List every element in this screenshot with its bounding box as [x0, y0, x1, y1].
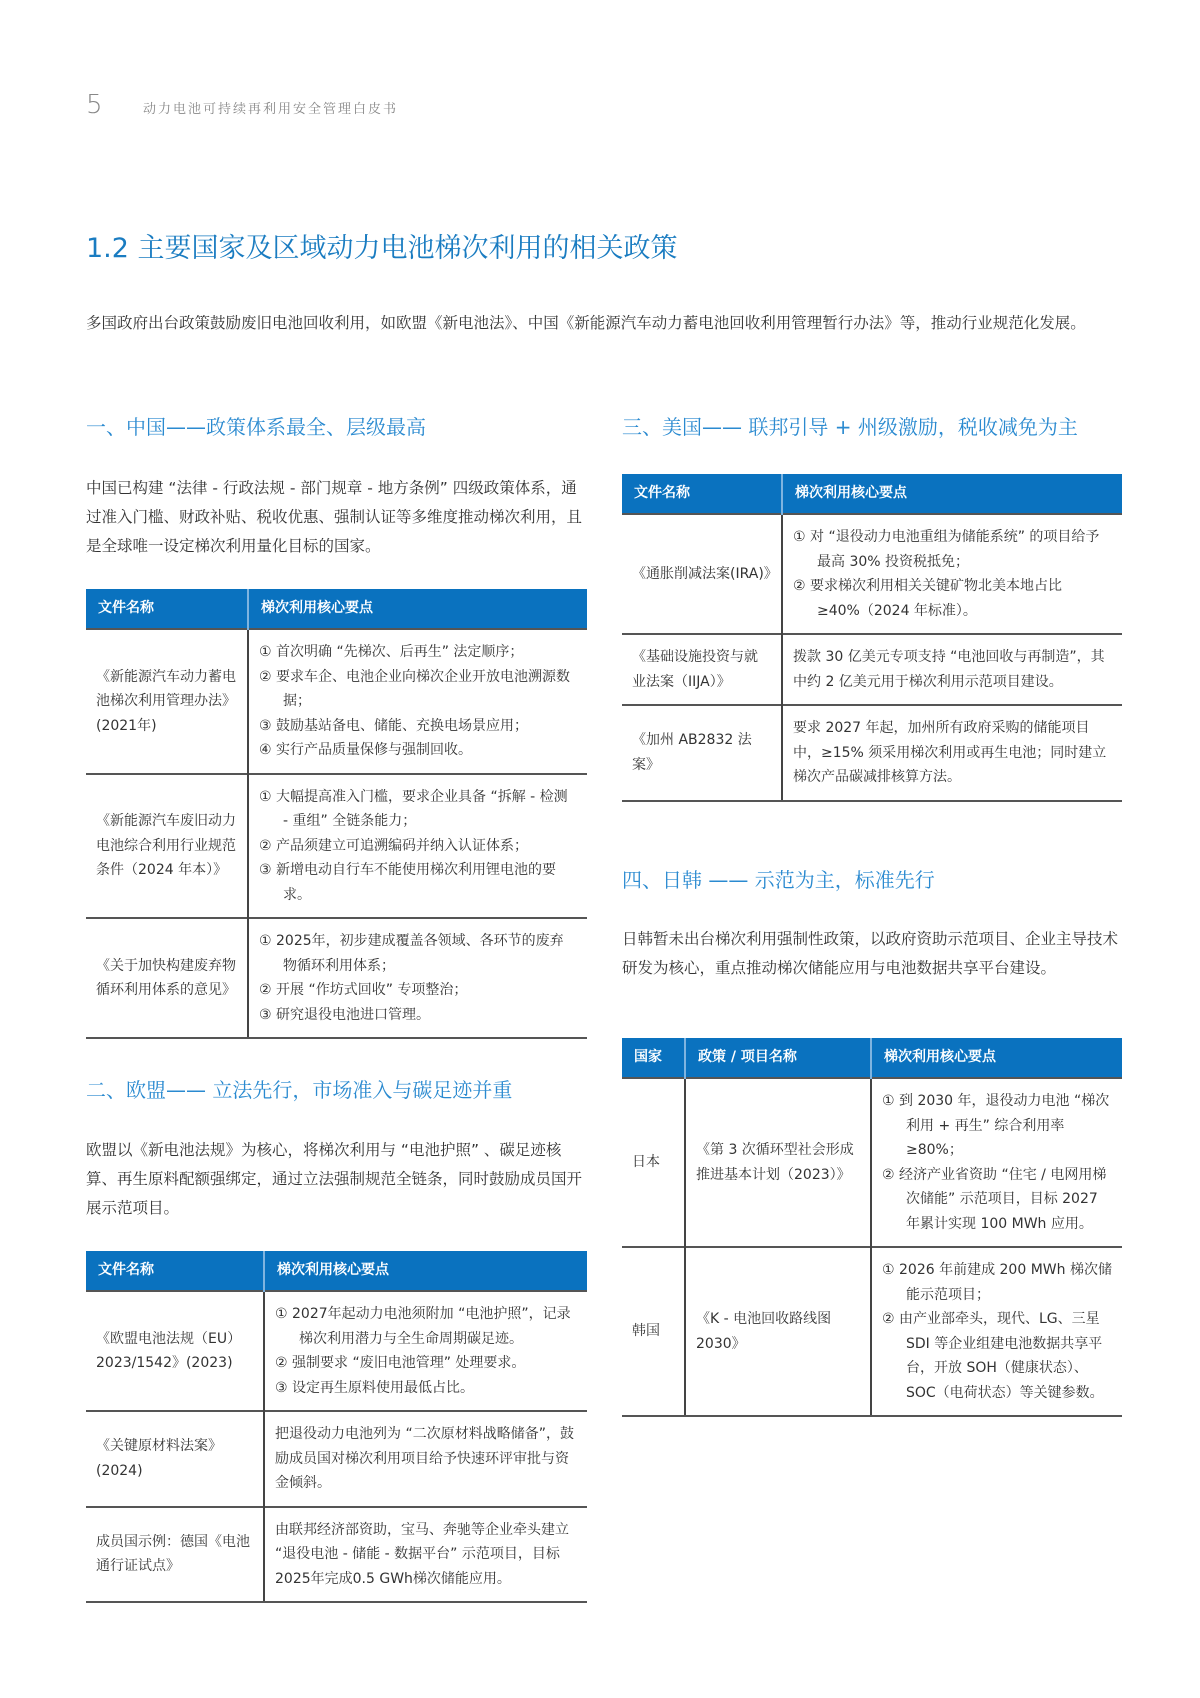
document-name-cell: 《通胀削减法案(IRA)》 — [622, 514, 782, 634]
key-point: ④ 实行产品质量保修与强制回收。 — [259, 742, 473, 758]
document-name-cell: 《加州 AB2832 法案》 — [622, 705, 782, 801]
country-cell: 日本 — [622, 1078, 685, 1247]
key-points-cell — [782, 634, 1122, 705]
jk-heading: 四、日韩 —— 示范为主，标准先行 — [622, 868, 935, 892]
key-point: ② 要求梯次利用相关关键矿物北美本地占比≥40%（2024 年标准）。 — [793, 578, 1062, 619]
table-row — [86, 1411, 587, 1507]
column-header: 文件名称 — [622, 474, 782, 514]
table-row — [622, 514, 1122, 634]
document-name-cell: 《新能源汽车废旧动力电池综合利用行业规范条件（2024 年本）》 — [86, 774, 248, 919]
table-row — [622, 1078, 1122, 1247]
document-name-cell: 《关于加快构建废弃物循环利用体系的意见》 — [86, 918, 248, 1038]
key-point: 把退役动力电池列为 “二次原材料战略储备”，鼓励成员国对梯次利用项目给予快速环评审批与资金倾斜。 — [275, 1426, 574, 1491]
key-point: ① 2025年，初步建成覆盖各领域、各环节的废弃物循环利用体系； — [259, 933, 564, 974]
key-point: ② 经济产业省资助 “住宅 / 电网用梯次储能” 示范项目，目标 2027 年累计实现 100 MWh 应用。 — [882, 1166, 1107, 1232]
key-point: ③ 鼓励基站备电、储能、充换电场景应用； — [259, 717, 528, 734]
table-row — [86, 1507, 587, 1603]
key-points-cell — [264, 1411, 587, 1507]
column-header: 梯次利用核心要点 — [782, 474, 1122, 514]
key-point: 拨款 30 亿美元专项支持 “电池回收与再制造”，其中约 2 亿美元用于梯次利用示范项目建设。 — [793, 649, 1105, 690]
key-point: ② 产品须建立可追溯编码并纳入认证体系； — [259, 837, 528, 854]
key-points-cell — [871, 1078, 1122, 1247]
document-name-cell: 《新能源汽车动力蓄电池梯次利用管理办法》(2021年) — [86, 629, 248, 774]
key-point: ② 由产业部牵头，现代、LG、三星 SDI 等企业组建电池数据共享平台，开放 SOH（健康状态）、SOC（电荷状态）等关键参数。 — [882, 1311, 1104, 1401]
column-header: 梯次利用核心要点 — [248, 589, 587, 629]
key-point: ③ 设定再生原料使用最低占比。 — [275, 1379, 475, 1396]
column-header: 政策 / 项目名称 — [685, 1038, 871, 1078]
us-heading: 三、美国—— 联邦引导 + 州级激励，税收减免为主 — [622, 415, 1078, 439]
key-points-cell — [264, 1507, 587, 1603]
running-header: 动力电池可持续再利用安全管理白皮书 — [143, 102, 399, 117]
country-cell: 韩国 — [622, 1247, 685, 1416]
china-paragraph: 中国已构建 “法律 - 行政法规 - 部门规章 - 地方条例” 四级政策体系，通过准入门槛、财政补贴、税收优惠、强制认证等多维度推动梯次利用，且是全球唯一设定梯次利用量化目标的国家。 — [86, 479, 583, 555]
key-points-cell — [248, 774, 587, 919]
intro-paragraph: 多国政府出台政策鼓励废旧电池回收利用，如欧盟《新电池法》、中国《新能源汽车动力蓄电池回收利用管理暂行办法》等，推动行业规范化发展。 — [86, 314, 1086, 332]
eu-policy-table — [86, 1251, 587, 1603]
document-name-cell: 成员国示例：德国《电池通行证试点》 — [86, 1507, 264, 1603]
jk-paragraph: 日韩暂未出台梯次利用强制性政策，以政府资助示范项目、企业主导技术研发为核心，重点推动梯次储能应用与电池数据共享平台建设。 — [622, 930, 1119, 977]
column-header: 文件名称 — [86, 589, 248, 629]
column-header: 文件名称 — [86, 1251, 264, 1291]
document-name-cell: 《基础设施投资与就业法案（IIJA）》 — [622, 634, 782, 705]
key-point: 要求 2027 年起，加州所有政府采购的储能项目中，≥15% 须采用梯次利用或再生电池；同时建立梯次产品碳减排核算方法。 — [793, 720, 1107, 785]
china-policy-table — [86, 589, 587, 1039]
column-header: 梯次利用核心要点 — [264, 1251, 587, 1291]
key-point: ① 2027年起动力电池须附加 “电池护照”，记录梯次利用潜力与全生命周期碳足迹。 — [275, 1306, 571, 1347]
document-name-cell: 《K - 电池回收路线图 2030》 — [685, 1247, 871, 1416]
key-point: ③ 研究退役电池进口管理。 — [259, 1006, 431, 1023]
key-point: ① 首次明确 “先梯次、后再生” 法定顺序； — [259, 644, 524, 660]
table-row — [86, 774, 587, 919]
jk-policy-table — [622, 1038, 1122, 1417]
table-row — [86, 918, 587, 1038]
table-row — [622, 705, 1122, 801]
key-point: ① 大幅提高准入门槛，要求企业具备 “拆解 - 检测 - 重组” 全链条能力； — [259, 788, 568, 829]
key-point: ② 要求车企、电池企业向梯次企业开放电池溯源数据； — [259, 668, 570, 709]
section-title: 1.2 主要国家及区域动力电池梯次利用的相关政策 — [86, 233, 678, 264]
document-name-cell: 《第 3 次循环型社会形成推进基本计划（2023）》 — [685, 1078, 871, 1247]
key-point: ① 2026 年前建成 200 MWh 梯次储能示范项目； — [882, 1262, 1112, 1303]
column-header: 国家 — [622, 1038, 685, 1078]
eu-heading: 二、欧盟—— 立法先行，市场准入与碳足迹并重 — [86, 1078, 513, 1102]
table-row — [86, 1291, 587, 1411]
key-point: ① 对 “退役动力电池重组为储能系统” 的项目给予最高 30% 投资税抵免； — [793, 529, 1100, 570]
us-policy-table — [622, 474, 1122, 802]
key-points-cell — [782, 514, 1122, 634]
key-points-cell — [264, 1291, 587, 1411]
table-row — [622, 1247, 1122, 1416]
key-points-cell — [248, 918, 587, 1038]
key-point: ③ 新增电动自行车不能使用梯次利用锂电池的要求。 — [259, 862, 556, 903]
key-point: ② 强制要求 “废旧电池管理” 处理要求。 — [275, 1355, 526, 1371]
key-points-cell — [782, 705, 1122, 801]
column-header: 梯次利用核心要点 — [871, 1038, 1122, 1078]
key-point: ② 开展 “作坊式回收” 专项整治； — [259, 982, 468, 998]
document-name-cell: 《欧盟电池法规（EU）2023/1542》(2023) — [86, 1291, 264, 1411]
key-point: ① 到 2030 年，退役动力电池 “梯次利用 + 再生” 综合利用率≥80%； — [882, 1093, 1110, 1158]
table-row — [86, 629, 587, 774]
key-point: 由联邦经济部资助，宝马、奔驰等企业牵头建立 “退役电池 - 储能 - 数据平台” 示范项目，目标2025年完成0.5 GWh梯次储能应用。 — [275, 1521, 569, 1587]
key-points-cell — [871, 1247, 1122, 1416]
eu-paragraph: 欧盟以《新电池法规》为核心，将梯次利用与 “电池护照” 、碳足迹核算、再生原料配额强绑定，通过立法强制规范全链条，同时鼓励成员国开展示范项目。 — [86, 1141, 583, 1217]
document-name-cell: 《关键原材料法案》(2024) — [86, 1411, 264, 1507]
key-points-cell — [248, 629, 587, 774]
page-number: 5 — [86, 90, 103, 120]
china-heading: 一、中国——政策体系最全、层级最高 — [86, 415, 426, 439]
table-row — [622, 634, 1122, 705]
